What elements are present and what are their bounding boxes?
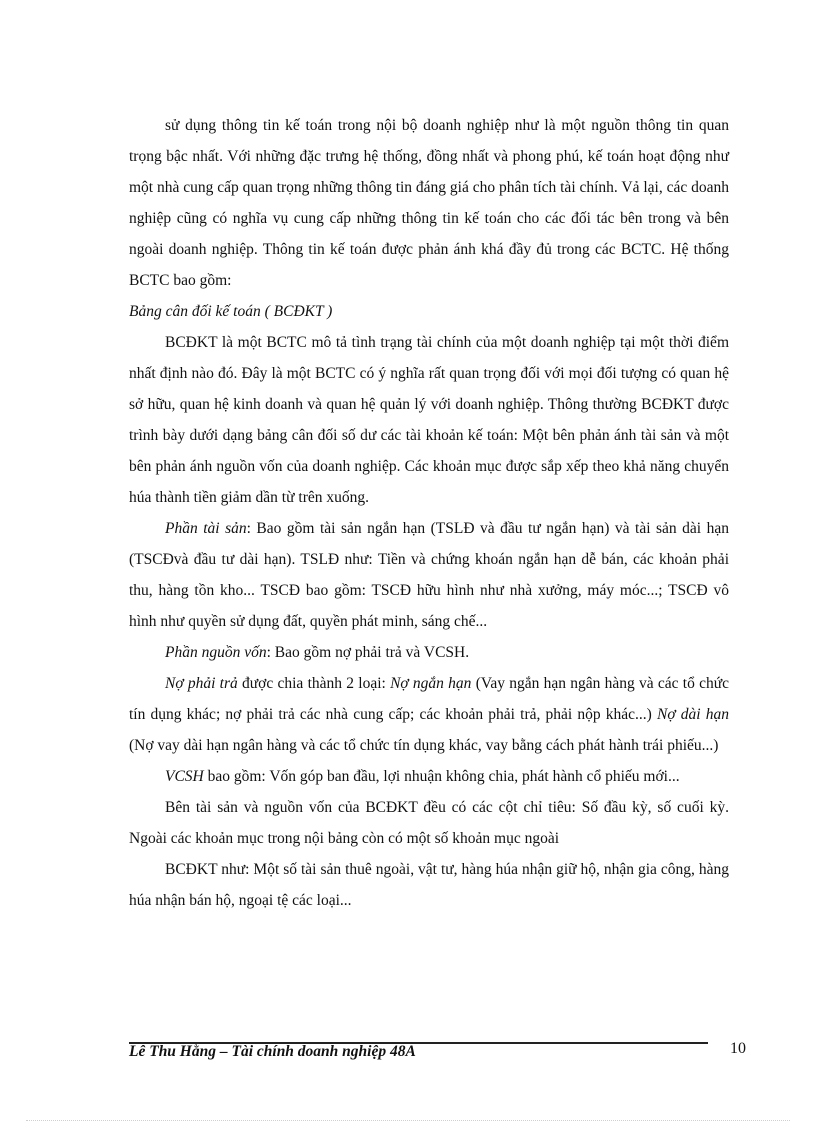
equity-label: VCSH bbox=[165, 768, 204, 785]
liabilities-text-1: được chia thành 2 loại: bbox=[237, 675, 391, 692]
paragraph-liabilities bbox=[129, 668, 729, 761]
liabilities-text-3: (Nợ vay dài hạn ngân hàng và các tổ chức tín dụng khác, vay bằng cách phát hành trái phiếu...) bbox=[129, 737, 719, 754]
section-heading: Bảng cân đối kế toán ( BCĐKT ) bbox=[129, 303, 333, 320]
paragraph-capital bbox=[129, 637, 729, 668]
liabilities-label: Nợ phải trả bbox=[165, 675, 238, 692]
paragraph-assets bbox=[129, 513, 729, 637]
body-text bbox=[129, 110, 729, 916]
short-term-label: Nợ ngắn hạn bbox=[390, 675, 472, 692]
assets-text: : Bao gồm tài sản ngắn hạn (TSLĐ và đầu tư ngắn hạn) và tài sản dài hạn (TSCĐvà đầu tư dài hạn). TSLĐ như: Tiền và chứng khoán ngắn hạn dễ bán, các khoản phải thu, hàng tồn kho... TSCĐ bao gồm: TSCĐ hữu hình như nhà xưởng, máy móc...; TSCĐ vô hình như quyền sử dụng đất, quyền phát minh, sáng chế... bbox=[129, 520, 729, 630]
equity-text: bao gồm: Vốn góp ban đầu, lợi nhuận không chia, phát hành cổ phiếu mới... bbox=[203, 768, 680, 785]
paragraph-off-balance: BCĐKT như: Một số tài sản thuê ngoài, vật tư, hàng húa nhận giữ hộ, nhận gia công, hàng húa nhận bán hộ, ngoại tệ các loại... bbox=[129, 861, 729, 909]
page-number: 10 bbox=[730, 1040, 746, 1057]
paragraph-equity bbox=[129, 761, 729, 792]
assets-label: Phần tài sản bbox=[165, 520, 247, 537]
footer-author: Lê Thu Hằng – Tài chính doanh nghiệp 48A bbox=[129, 1043, 416, 1060]
liabilities-text-2: (Vay ngắn hạn ngân hàng và các tổ chức tín dụng khác; nợ phải trả các nhà cung cấp; các khoản phải trả, phải nộp khác...) bbox=[129, 675, 729, 723]
page-bottom-border bbox=[26, 1120, 790, 1121]
paragraph-intro: sử dụng thông tin kế toán trong nội bộ doanh nghiệp như là một nguồn thông tin quan trọng bậc nhất. Với những đặc trưng hệ thống, đồng nhất và phong phú, kế toán hoạt động như một nhà cung cấp quan trọng những thông tin đáng giá cho phân tích tài chính. Vả lại, các doanh nghiệp cũng có nghĩa vụ cung cấp những thông tin kế toán cho các đối tác bên trong và bên ngoài doanh nghiệp. Thông tin kế toán được phản ánh khá đầy đủ trong các BCTC. Hệ thống BCTC bao gồm: bbox=[129, 117, 729, 289]
paragraph-bcdkt: BCĐKT là một BCTC mô tả tình trạng tài chính của một doanh nghiệp tại một thời điểm nhất định nào đó. Đây là một BCTC có ý nghĩa rất quan trọng đối với mọi đối tượng có quan hệ sở hữu, quan hệ kinh doanh và quan hệ quản lý với doanh nghiệp. Thông thường BCĐKT được trình bày dưới dạng bảng cân đối số dư các tài khoản kế toán: Một bên phản ánh tài sản và một bên phản ánh nguồn vốn của doanh nghiệp. Các khoản mục được sắp xếp theo khả năng chuyển húa thành tiền giảm dần từ trên xuống. bbox=[129, 334, 729, 506]
long-term-label: Nợ dài hạn bbox=[657, 706, 729, 723]
capital-text: : Bao gồm nợ phải trả và VCSH. bbox=[266, 644, 470, 661]
paragraph-columns: Bên tài sản và nguồn vốn của BCĐKT đều có các cột chỉ tiêu: Số đầu kỳ, số cuối kỳ. Ngoài các khoản mục trong nội bảng còn có một số khoản mục ngoài bbox=[129, 799, 729, 847]
capital-label: Phần nguồn vốn bbox=[165, 644, 267, 661]
